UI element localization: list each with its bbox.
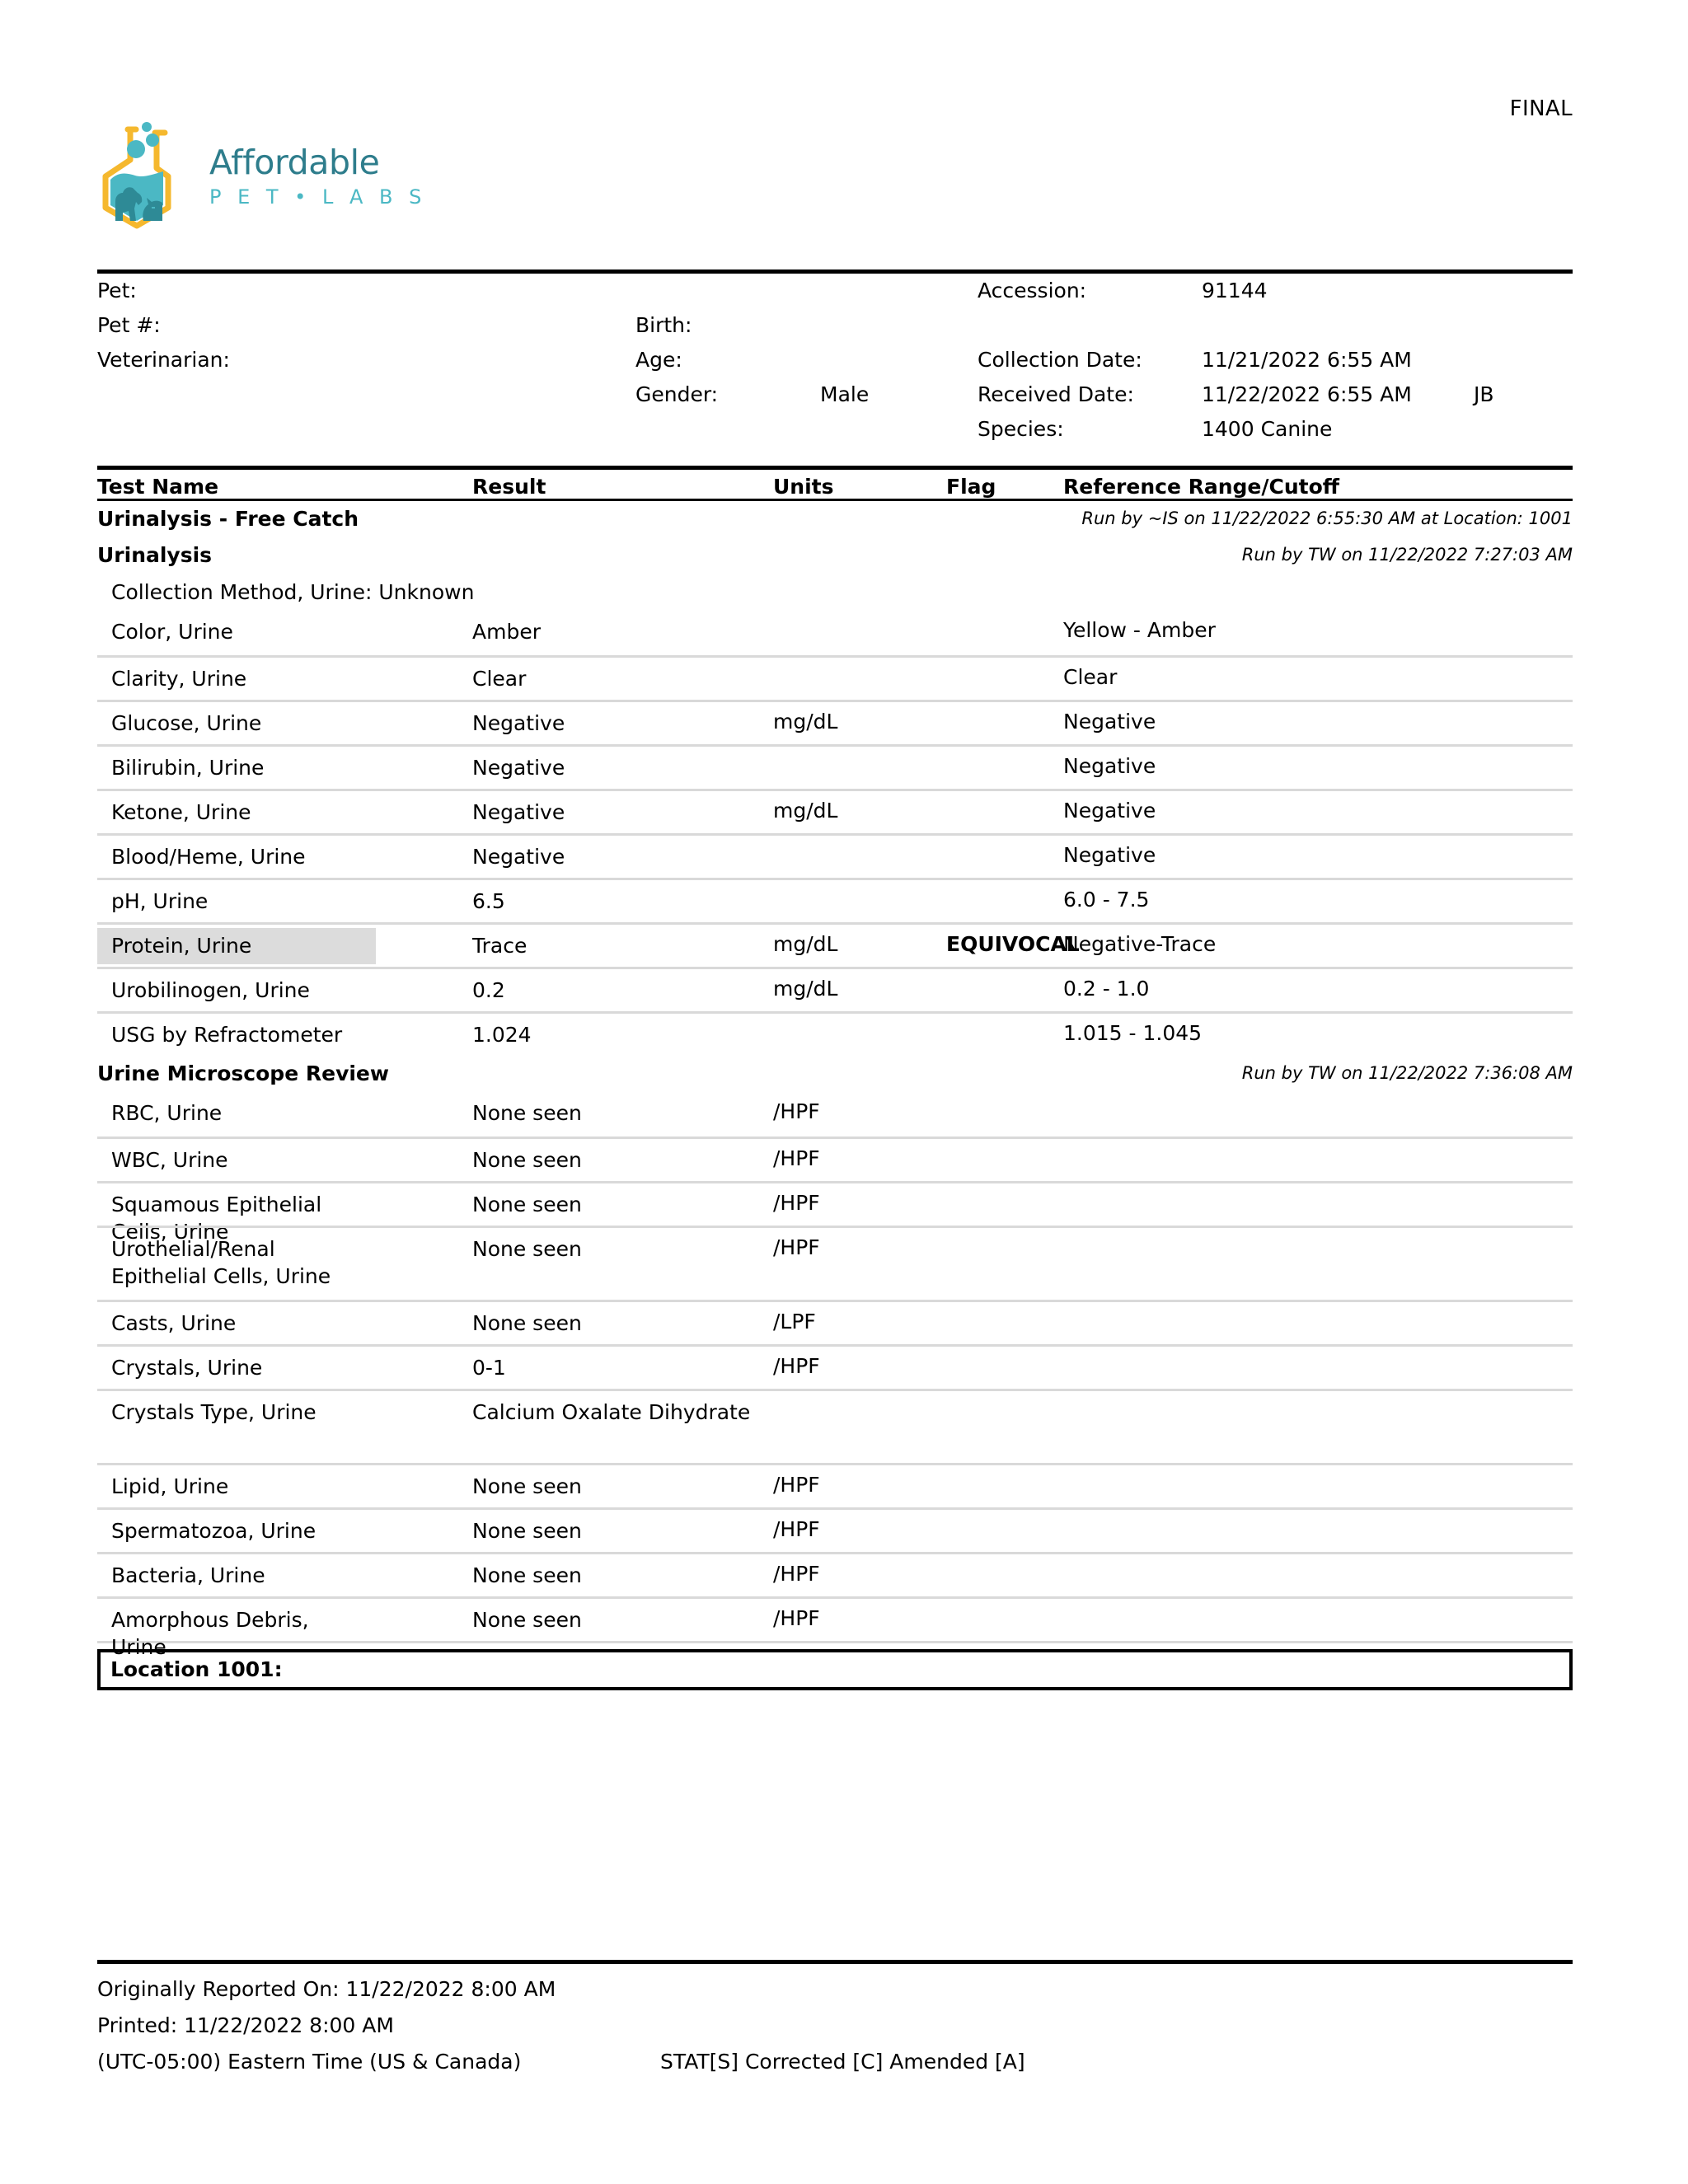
footer-line bbox=[97, 2013, 1573, 2050]
demographics-row bbox=[97, 313, 1573, 348]
pet-number-label: Pet #: bbox=[97, 313, 161, 337]
table-row bbox=[97, 1552, 1573, 1596]
flask-pets-logo-icon bbox=[97, 122, 198, 231]
species-label: Species: bbox=[978, 417, 1064, 441]
received-date-value: 11/22/2022 6:55 AM bbox=[1202, 382, 1412, 406]
demographics-row bbox=[97, 348, 1573, 382]
report-status: FINAL bbox=[1509, 96, 1573, 121]
cell-reference-range: Negative bbox=[1063, 710, 1156, 733]
column-header-units: Units bbox=[773, 475, 834, 499]
table-row bbox=[97, 611, 1573, 655]
originally-reported-on: Originally Reported On: 11/22/2022 8:00 AM bbox=[97, 1977, 556, 2001]
accession-value: 91144 bbox=[1202, 279, 1268, 302]
age-label: Age: bbox=[635, 348, 682, 372]
footer-rule bbox=[97, 1960, 1573, 1964]
species-value: 1400 Canine bbox=[1202, 417, 1333, 441]
cell-result: None seen bbox=[472, 1193, 582, 1216]
cell-result: Negative bbox=[472, 756, 565, 780]
table-row bbox=[97, 967, 1573, 1011]
cell-test-name: Crystals Type, Urine bbox=[111, 1400, 316, 1424]
collection-method-note: Collection Method, Urine: Unknown bbox=[111, 580, 475, 604]
cell-flag: EQUIVOCAL bbox=[946, 932, 1080, 956]
cell-test-name: USG by Refractometer bbox=[111, 1023, 343, 1047]
cell-units: mg/dL bbox=[773, 977, 838, 1001]
table-row bbox=[97, 1300, 1573, 1344]
results-table bbox=[97, 466, 1573, 1690]
table-row bbox=[97, 1507, 1573, 1552]
cell-test-name: Spermatozoa, Urine bbox=[111, 1519, 316, 1543]
header-top-rule bbox=[97, 269, 1573, 274]
cell-units: /HPF bbox=[773, 1235, 820, 1259]
cell-result: Amber bbox=[472, 620, 541, 644]
cell-result: None seen bbox=[472, 1311, 582, 1335]
cell-result: 6.5 bbox=[472, 889, 505, 913]
column-header-reference-range: Reference Range/Cutoff bbox=[1063, 475, 1340, 499]
table-row bbox=[97, 833, 1573, 878]
panel-title: Urine Microscope Review bbox=[97, 1062, 389, 1085]
table-row bbox=[97, 1463, 1573, 1507]
cell-reference-range: Negative bbox=[1063, 799, 1156, 823]
brand-tagline: P E T • L A B S bbox=[209, 185, 427, 209]
footer-line bbox=[97, 1977, 1573, 2013]
collection-date-value: 11/21/2022 6:55 AM bbox=[1202, 348, 1412, 372]
cell-test-name: Urobilinogen, Urine bbox=[111, 978, 310, 1002]
table-row bbox=[97, 922, 1573, 967]
cell-reference-range: 6.0 - 7.5 bbox=[1063, 888, 1150, 912]
column-header-test-name: Test Name bbox=[97, 475, 219, 499]
cell-reference-range: Negative-Trace bbox=[1063, 932, 1217, 956]
accession-label: Accession: bbox=[978, 279, 1087, 302]
cell-units: /HPF bbox=[773, 1099, 820, 1123]
demographics-row bbox=[97, 279, 1573, 313]
table-row bbox=[97, 878, 1573, 922]
cell-units: /HPF bbox=[773, 1146, 820, 1170]
gender-value: Male bbox=[820, 382, 870, 406]
cell-result: 1.024 bbox=[472, 1023, 532, 1047]
timezone-label: (UTC-05:00) Eastern Time (US & Canada) bbox=[97, 2050, 522, 2074]
table-row bbox=[97, 1226, 1573, 1300]
cell-reference-range: 0.2 - 1.0 bbox=[1063, 977, 1150, 1001]
cell-test-name: Color, Urine bbox=[111, 620, 233, 644]
panel-runby: Run by ~IS on 11/22/2022 6:55:30 AM at Location: 1001 bbox=[1081, 509, 1573, 528]
cell-units: mg/dL bbox=[773, 799, 838, 823]
table-row bbox=[97, 1137, 1573, 1181]
gender-label: Gender: bbox=[635, 382, 719, 406]
cell-result: Trace bbox=[472, 934, 528, 958]
cell-reference-range: 1.015 - 1.045 bbox=[1063, 1021, 1203, 1045]
demographics-row bbox=[97, 382, 1573, 417]
veterinarian-label: Veterinarian: bbox=[97, 348, 230, 372]
cell-result: Negative bbox=[472, 800, 565, 824]
collection-date-label: Collection Date: bbox=[978, 348, 1142, 372]
table-row bbox=[97, 700, 1573, 744]
cell-test-name: Bacteria, Urine bbox=[111, 1563, 265, 1587]
cell-units: mg/dL bbox=[773, 932, 838, 956]
cell-result: 0-1 bbox=[472, 1356, 506, 1380]
panel-header-microscope-review bbox=[97, 1056, 1573, 1092]
cell-reference-range: Negative bbox=[1063, 754, 1156, 778]
cell-test-name: Squamous Epithelial Cells, Urine bbox=[111, 1193, 322, 1244]
cell-units: /HPF bbox=[773, 1606, 820, 1630]
report-footer bbox=[97, 1960, 1573, 2086]
panel-title: Urinalysis bbox=[97, 543, 213, 567]
cell-test-name: Protein, Urine bbox=[97, 928, 376, 964]
cell-result: None seen bbox=[472, 1519, 582, 1543]
table-row bbox=[97, 1344, 1573, 1389]
cell-test-name: Casts, Urine bbox=[111, 1311, 237, 1335]
status-legend: STAT[S] Corrected [C] Amended [A] bbox=[660, 2050, 1025, 2074]
cell-reference-range: Negative bbox=[1063, 843, 1156, 867]
pet-label: Pet: bbox=[97, 279, 137, 302]
table-row bbox=[97, 1596, 1573, 1659]
footer-line bbox=[97, 2050, 1573, 2086]
cell-test-name: pH, Urine bbox=[111, 889, 209, 913]
demographics-row bbox=[97, 417, 1573, 452]
received-date-label: Received Date: bbox=[978, 382, 1134, 406]
table-row bbox=[97, 1389, 1573, 1463]
column-header-result: Result bbox=[472, 475, 546, 499]
brand-logo bbox=[97, 122, 426, 231]
panel-header-urinalysis bbox=[97, 537, 1573, 574]
cell-test-name: Ketone, Urine bbox=[111, 800, 251, 824]
birth-label: Birth: bbox=[635, 313, 692, 337]
cell-reference-range: Clear bbox=[1063, 665, 1118, 689]
panel-runby: Run by TW on 11/22/2022 7:36:08 AM bbox=[1241, 1063, 1573, 1083]
cell-result: None seen bbox=[472, 1101, 582, 1125]
cell-test-name: Blood/Heme, Urine bbox=[111, 845, 306, 869]
cell-test-name: RBC, Urine bbox=[111, 1101, 223, 1125]
brand-name: Affordable bbox=[209, 143, 380, 182]
panel-runby: Run by TW on 11/22/2022 7:27:03 AM bbox=[1241, 545, 1573, 565]
cell-result: Negative bbox=[472, 845, 565, 869]
table-row bbox=[97, 1092, 1573, 1137]
cell-result: None seen bbox=[472, 1148, 582, 1172]
panel-header-free-catch bbox=[97, 501, 1573, 537]
cell-test-name: Clarity, Urine bbox=[111, 667, 247, 691]
cell-units: /LPF bbox=[773, 1310, 816, 1333]
table-row bbox=[97, 789, 1573, 833]
cell-result: Clear bbox=[472, 667, 527, 691]
cell-result: None seen bbox=[472, 1474, 582, 1498]
cell-test-name: WBC, Urine bbox=[111, 1148, 228, 1172]
cell-test-name: Urothelial/Renal Epithelial Cells, Urine bbox=[111, 1237, 331, 1288]
cell-units: /HPF bbox=[773, 1473, 820, 1497]
demographics-block bbox=[97, 279, 1573, 452]
cell-reference-range: Yellow - Amber bbox=[1063, 618, 1216, 642]
cell-test-name: Bilirubin, Urine bbox=[111, 756, 265, 780]
location-box: Location 1001: bbox=[97, 1649, 1573, 1690]
cell-test-name: Lipid, Urine bbox=[111, 1474, 229, 1498]
cell-result: Negative bbox=[472, 711, 565, 735]
cell-result: 0.2 bbox=[472, 978, 505, 1002]
cell-result: None seen bbox=[472, 1237, 582, 1261]
cell-units: mg/dL bbox=[773, 710, 838, 733]
cell-units: /HPF bbox=[773, 1354, 820, 1378]
brand-wordmark bbox=[209, 143, 427, 209]
cell-result: None seen bbox=[472, 1608, 582, 1632]
cell-units: /HPF bbox=[773, 1191, 820, 1215]
cell-test-name: Amorphous Debris, Urine bbox=[111, 1608, 309, 1659]
cell-result: Calcium Oxalate Dihydrate bbox=[472, 1400, 751, 1424]
urinalysis-row-group bbox=[97, 611, 1573, 1056]
cell-result: None seen bbox=[472, 1563, 582, 1587]
printed-on: Printed: 11/22/2022 8:00 AM bbox=[97, 2013, 394, 2037]
cell-test-name: Crystals, Urine bbox=[111, 1356, 263, 1380]
table-row bbox=[97, 744, 1573, 789]
cell-units: /HPF bbox=[773, 1562, 820, 1586]
panel-title: Urinalysis - Free Catch bbox=[97, 507, 359, 531]
column-header-flag: Flag bbox=[946, 475, 996, 499]
microscope-row-group bbox=[97, 1092, 1573, 1659]
cell-test-name: Glucose, Urine bbox=[111, 711, 262, 735]
cell-units: /HPF bbox=[773, 1517, 820, 1541]
table-row bbox=[97, 1011, 1573, 1056]
received-initials: JB bbox=[1474, 382, 1494, 406]
table-row bbox=[97, 1181, 1573, 1244]
table-header-row bbox=[97, 466, 1573, 501]
table-row bbox=[97, 655, 1573, 700]
